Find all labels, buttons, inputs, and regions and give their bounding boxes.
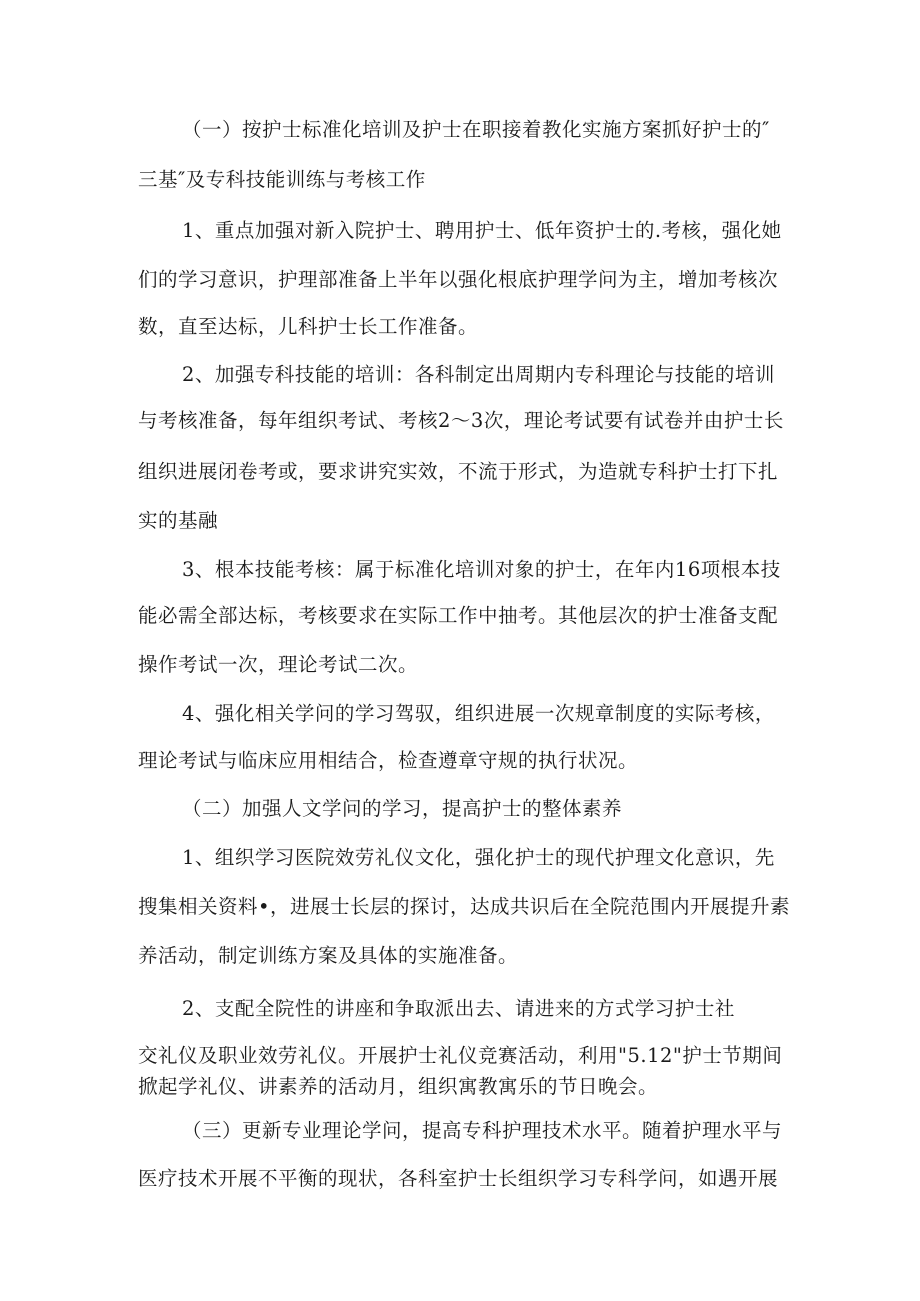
section1-item3-line1: 3、根本技能考核：属于标准化培训对象的护士，在年内16项根本技: [182, 558, 781, 581]
section1-heading-line2: 三基″及专科技能训练与考核工作: [138, 168, 426, 191]
section1-item1-line1: 1、重点加强对新入院护士、聘用护士、低年资护士的.考核，强化她: [182, 219, 782, 242]
section2-item2-line3: 掀起学礼仪、讲素养的活动月，组织寓教寓乐的节日晚会。: [138, 1075, 659, 1098]
section3-paragraph-line2: 医疗技术开展不平衡的现状，各科室护士长组织学习专科学问，如遇开展: [138, 1167, 779, 1190]
section1-item4-line1: 4、强化相关学问的学习驾驭，组织进展一次规章制度的实际考核，: [182, 702, 775, 725]
section3-paragraph-line1: （三）更新专业理论学问，提高专科护理技术水平。随着护理水平与: [182, 1119, 783, 1142]
section1-item2-line1: 2、加强专科技能的培训：各科制定出周期内专科理论与技能的培训: [182, 363, 775, 386]
section2-item2-line1: 2、支配全院性的讲座和争取派出去、请进来的方式学习护士社: [182, 997, 735, 1020]
section1-item2-line3: 组织进展闭卷考或，要求讲究实效，不流于形式，为造就专科护士打下扎: [138, 460, 779, 483]
section2-heading: （二）加强人文学问的学习，提高护士的整体素养: [182, 797, 623, 820]
section2-item1-line2: 搜集相关资料•，进展士长层的探讨，达成共识后在全院范围内开展提升素: [138, 895, 791, 918]
section1-item1-line2: 们的学习意识，护理部准备上半年以强化根底护理学问为主，增加考核次: [138, 268, 779, 291]
section1-heading-line1: （一）按护士标准化培训及护士在职接着教化实施方案抓好护士的″: [182, 118, 770, 141]
section1-item1-line3: 数，直至达标，儿科护士长工作准备。: [138, 315, 479, 338]
section1-item3-line2: 能必需全部达标，考核要求在实际工作中抽考。其他层次的护士准备支配: [138, 604, 779, 627]
section1-item2-line2: 与考核准备，每年组织考试、考核2～3次，理论考试要有试卷并由护士长: [138, 409, 784, 432]
section1-item2-line4: 实的基融: [138, 509, 219, 532]
section2-item1-line3: 养活动，制定训练方案及具体的实施准备。: [138, 944, 519, 967]
section2-item2-line2: 交礼仪及职业效劳礼仪。开展护士礼仪竞赛活动，利用"5.12"护士节期间: [138, 1044, 783, 1067]
section1-item4-line2: 理论考试与临床应用相结合，检查遵章守规的执行状况。: [138, 749, 639, 772]
section1-item3-line3: 操作考试一次，理论考试二次。: [138, 653, 419, 676]
section2-item1-line1: 1、组织学习医院效劳礼仪文化，强化护士的现代护理文化意识，先: [182, 846, 775, 869]
